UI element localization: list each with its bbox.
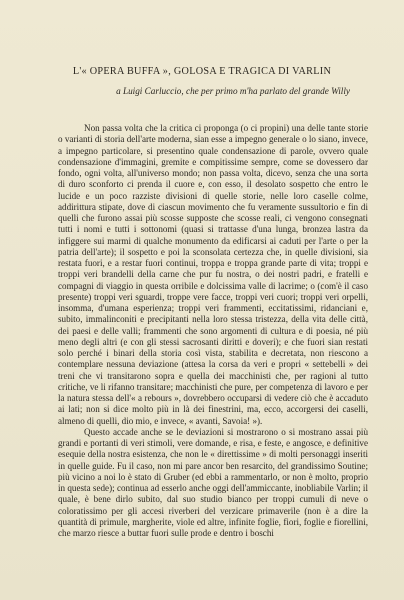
article-dedication: a Luigi Carluccio, che per primo m'ha parlato del grande Willy — [116, 86, 350, 96]
article-title: L'« OPERA BUFFA », GOLOSA E TRAGICA DI VARLIN — [72, 66, 332, 77]
body-paragraph: Non passa volta che la critica ci proponga (o ci propini) una delle tante storie o varianti di storia dell'arte moderna, sian esse a impegno generale o lo siano, invece, a impegno particolare, si presentino quale condensazione di parole, ovvero quale condensazione d'immagini, gremite e compitissime sempre, come se dovessero dar fondo, ogni volta, all'universo mondo; non passa volta, dicevo, senza che una sorta di duro sconforto ci prenda il cuore e, con esso, il desolato sospetto che entro le lucide e un poco razziste divisioni di quelle storie, nelle loro caselle colme, addirittura stipate, dove di ciascun movimento che fu veramente sussultorio e fin di quelli che furono assai più scosse supposte che scosse reali, ci vengono consegnati tutti i nomi e tutti i sottonomi (quasi si trattasse d'una lunga, bronzea lastra da infiggere sui marmi di qualche monumento da edificarsi ai caduti per l'arte o per la patria dell'arte); il sospetto e poi la sconsolata certezza che, in quelle divisioni, sia restata fuori, e a restar fuori continui, troppa e troppa grande parte di vita; troppi e troppi veri brandelli della carne che pur fu nostra, o dei nostri padri, e fratelli e compagni di viaggio in questa orribile e dolcissima valle di lacrime; o (com'è il caso presente) troppi veri sguardi, troppe vere facce, troppi veri cuori; troppi veri orpelli, insomma, d'umana esperienza; troppi veri frammenti, eccitatissimi, ridanciani e, subito, immalinconiti e precipitanti nella loro stessa tristezza, della vita delle città, dei paesi e delle valli; frammenti che sono argomenti di cultura e di poesia, né più meno degli altri (e con gli stessi sacrosanti diritti e doveri); e che fuori sian restati solo perché i binari della storia così vista, stabilita e decretata, non riescono a contemplare nessuna deviazione (attesa la corsa da veri e propri « settebelli » dei treni che vi transitarono sopra e quella dei macchinisti che, per ragioni al tutto critiche, ve li rifanno transitare; macchinisti che pure, per competenza di lavoro e per la natura stessa dell'« a rebours », dovrebbero occuparsi di vedere ciò che è accaduto ai lati; non si dice molto più in là dei finestrini, ma, ecco, accorgersi dei caselli, almeno di quelli, dio mio, e invece, « avanti, Savoia! »). — [58, 123, 368, 426]
body-paragraph: Questo accade anche se le deviazioni si mostrarono o si mostrano assai più grandi e portanti di veri stimoli, vere domande, e risa, e feste, e angosce, e definitive esequie della nostra esistenza, che non le « direttissime » di molti personaggi inseriti in quelle guide. Fu il caso, non mi pare ancor ben resarcito, del grandissimo Soutine; più vicino a noi lo è stato di Gruber (ed ebbi a rammentarlo, or non è molto, proprio in questa sede); continua ad esserlo anche oggi dell'ammiccante, inobliabile Varlin; il quale, è bene dirlo subito, dal suo studio bianco per troppi cumuli di neve o coloratissimo per gli accesi riverberi del verzicare primaverile (non è a dire la quantità di primule, margherite, viole ed altre, infinite foglie, fiori, foglie e fiorellini, che marzo riesce a buttar fuori sulle prode e dentro i boschi — [58, 426, 368, 538]
article-body — [58, 123, 368, 539]
